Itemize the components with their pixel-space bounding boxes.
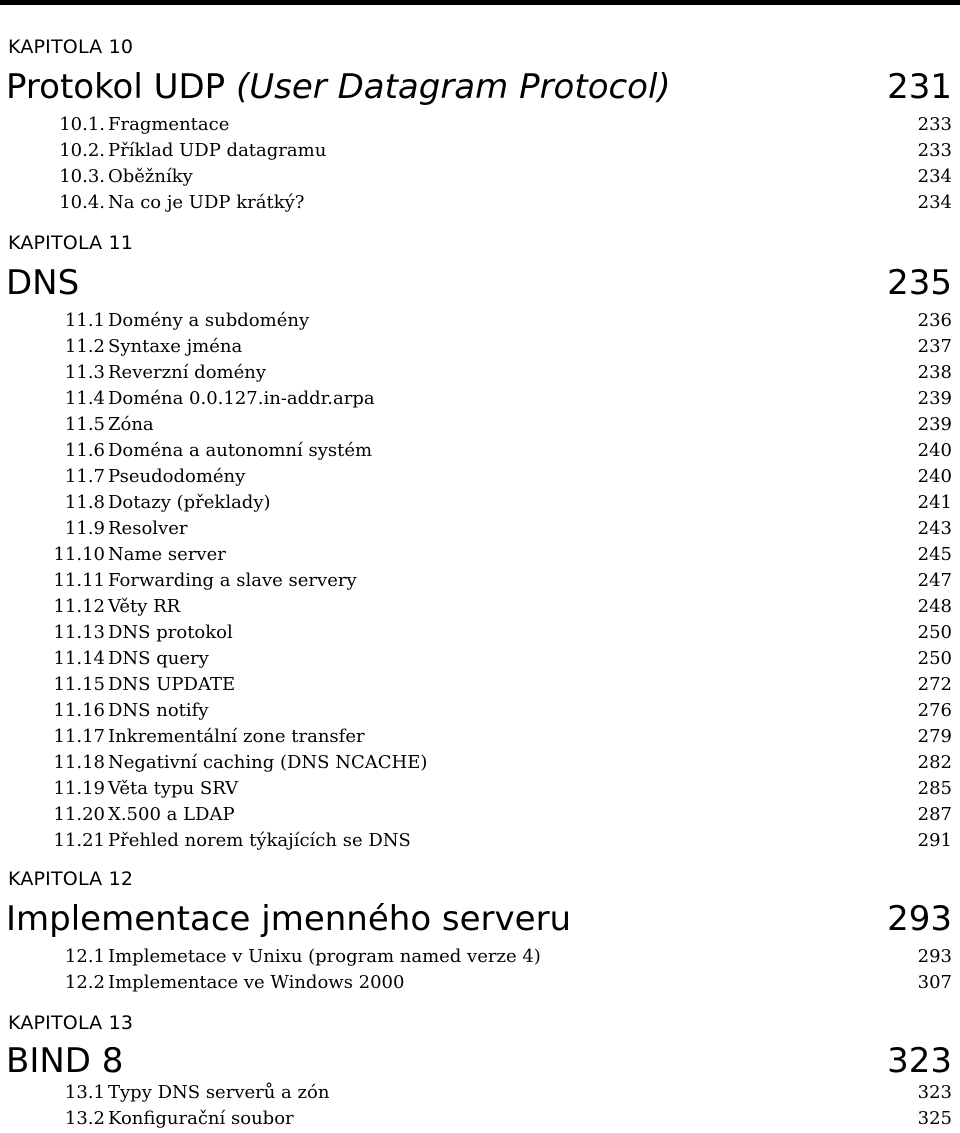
section-title: Forwarding a slave servery bbox=[108, 570, 357, 591]
section-title: Zóna bbox=[108, 414, 154, 435]
section-page-number: 293 bbox=[917, 946, 952, 967]
chapter-page-number: 293 bbox=[887, 899, 952, 939]
section-row bbox=[0, 112, 960, 138]
section-row bbox=[0, 542, 960, 568]
section-row bbox=[0, 360, 960, 386]
section-row bbox=[0, 412, 960, 438]
chapter-heading bbox=[0, 1038, 960, 1084]
section-page-number: 287 bbox=[917, 804, 952, 825]
section-title: Konfigurační soubor bbox=[108, 1108, 294, 1129]
chapter-title bbox=[6, 896, 571, 942]
section-number: 12.2 bbox=[64, 972, 105, 993]
chapter-title-main: DNS bbox=[6, 263, 80, 303]
section-page-number: 234 bbox=[917, 192, 952, 213]
section-number: 11.18 bbox=[53, 752, 105, 773]
section-row bbox=[0, 594, 960, 620]
chapter-title bbox=[6, 64, 671, 110]
section-number: 12.1 bbox=[64, 946, 105, 967]
chapter-title-main: Protokol UDP bbox=[6, 67, 226, 107]
section-title: DNS notify bbox=[108, 700, 209, 721]
section-page-number: 238 bbox=[917, 362, 952, 383]
section-title: Implemetace v Unixu (program named verze 4) bbox=[108, 946, 541, 967]
section-row bbox=[0, 334, 960, 360]
section-number: 11.3 bbox=[64, 362, 105, 383]
section-number: 11.14 bbox=[53, 648, 105, 669]
section-title: Inkrementální zone transfer bbox=[108, 726, 365, 747]
section-number: 11.19 bbox=[53, 778, 105, 799]
section-number: 11.21 bbox=[53, 830, 105, 851]
section-page-number: 247 bbox=[917, 570, 952, 591]
section-page-number: 233 bbox=[917, 140, 952, 161]
section-row bbox=[0, 386, 960, 412]
section-number: 11.4 bbox=[64, 388, 105, 409]
section-title: DNS UPDATE bbox=[108, 674, 236, 695]
section-number: 11.10 bbox=[53, 544, 105, 565]
section-number: 11.1 bbox=[64, 310, 105, 331]
section-number: 11.9 bbox=[64, 518, 105, 539]
section-number: 11.13 bbox=[53, 622, 105, 643]
section-row bbox=[0, 164, 960, 190]
section-number: 11.11 bbox=[53, 570, 105, 591]
section-page-number: 241 bbox=[917, 492, 952, 513]
section-row bbox=[0, 568, 960, 594]
section-number: 11.7 bbox=[64, 466, 105, 487]
section-row bbox=[0, 646, 960, 672]
section-number: 11.17 bbox=[53, 726, 105, 747]
section-title: Pseudodomény bbox=[108, 466, 246, 487]
chapter-label: KAPITOLA 12 bbox=[8, 868, 134, 890]
section-title: Oběžníky bbox=[108, 166, 193, 187]
top-rule bbox=[0, 0, 960, 5]
section-title: Přehled norem týkajících se DNS bbox=[108, 830, 411, 851]
section-title: Implementace ve Windows 2000 bbox=[108, 972, 405, 993]
chapter-label: KAPITOLA 11 bbox=[8, 232, 134, 254]
section-page-number: 250 bbox=[917, 622, 952, 643]
section-title: Na co je UDP krátký? bbox=[108, 192, 305, 213]
section-page-number: 234 bbox=[917, 166, 952, 187]
section-page-number: 276 bbox=[917, 700, 952, 721]
section-row bbox=[0, 802, 960, 828]
section-page-number: 307 bbox=[917, 972, 952, 993]
section-page-number: 243 bbox=[917, 518, 952, 539]
chapter-label: KAPITOLA 13 bbox=[8, 1012, 134, 1034]
section-row bbox=[0, 138, 960, 164]
section-row bbox=[0, 516, 960, 542]
section-page-number: 272 bbox=[917, 674, 952, 695]
chapter-page-number: 235 bbox=[887, 263, 952, 303]
chapter-title bbox=[6, 1038, 123, 1084]
section-page-number: 282 bbox=[917, 752, 952, 773]
section-page-number: 240 bbox=[917, 466, 952, 487]
chapter-label: KAPITOLA 10 bbox=[8, 36, 134, 58]
section-row bbox=[0, 308, 960, 334]
section-page-number: 325 bbox=[917, 1108, 952, 1129]
section-page-number: 239 bbox=[917, 388, 952, 409]
section-page-number: 245 bbox=[917, 544, 952, 565]
section-page-number: 323 bbox=[917, 1082, 952, 1103]
chapter-heading bbox=[0, 260, 960, 306]
section-number: 10.2. bbox=[59, 140, 105, 161]
section-number: 13.1 bbox=[64, 1082, 105, 1103]
section-title: DNS protokol bbox=[108, 622, 233, 643]
section-title: Příklad UDP datagramu bbox=[108, 140, 327, 161]
section-number: 10.4. bbox=[59, 192, 105, 213]
section-title: Věta typu SRV bbox=[108, 778, 239, 799]
section-row bbox=[0, 190, 960, 216]
section-number: 11.8 bbox=[64, 492, 105, 513]
section-title: Typy DNS serverů a zón bbox=[108, 1082, 330, 1103]
section-number: 11.6 bbox=[64, 440, 105, 461]
section-title: Doména a autonomní systém bbox=[108, 440, 373, 461]
section-row bbox=[0, 750, 960, 776]
section-page-number: 291 bbox=[917, 830, 952, 851]
section-number: 11.20 bbox=[53, 804, 105, 825]
section-row bbox=[0, 970, 960, 996]
section-title: Reverzní domény bbox=[108, 362, 267, 383]
section-title: Věty RR bbox=[108, 596, 181, 617]
section-row bbox=[0, 776, 960, 802]
section-page-number: 250 bbox=[917, 648, 952, 669]
section-title: Syntaxe jména bbox=[108, 336, 243, 357]
section-number: 10.1. bbox=[59, 114, 105, 135]
chapter-title-main: BIND 8 bbox=[6, 1041, 124, 1081]
section-page-number: 240 bbox=[917, 440, 952, 461]
section-title: Domény a subdomény bbox=[108, 310, 310, 331]
section-row bbox=[0, 438, 960, 464]
section-page-number: 233 bbox=[917, 114, 952, 135]
section-number: 11.16 bbox=[53, 700, 105, 721]
section-title: Name server bbox=[108, 544, 226, 565]
section-title: Negativní caching (DNS NCACHE) bbox=[108, 752, 428, 773]
section-row bbox=[0, 464, 960, 490]
section-number: 13.2 bbox=[64, 1108, 105, 1129]
section-row bbox=[0, 620, 960, 646]
section-page-number: 248 bbox=[917, 596, 952, 617]
chapter-title bbox=[6, 260, 79, 306]
section-page-number: 236 bbox=[917, 310, 952, 331]
section-title: Fragmentace bbox=[108, 114, 230, 135]
section-row bbox=[0, 698, 960, 724]
section-row bbox=[0, 672, 960, 698]
chapter-heading bbox=[0, 896, 960, 942]
section-title: Doména 0.0.127.in-addr.arpa bbox=[108, 388, 375, 409]
section-row bbox=[0, 1080, 960, 1106]
section-title: Resolver bbox=[108, 518, 188, 539]
section-number: 11.2 bbox=[64, 336, 105, 357]
section-number: 11.5 bbox=[64, 414, 105, 435]
chapter-title-subtitle: (User Datagram Protocol) bbox=[236, 67, 671, 107]
section-row bbox=[0, 944, 960, 970]
section-row bbox=[0, 490, 960, 516]
chapter-page-number: 323 bbox=[887, 1041, 952, 1081]
section-number: 11.15 bbox=[53, 674, 105, 695]
section-page-number: 239 bbox=[917, 414, 952, 435]
section-page-number: 237 bbox=[917, 336, 952, 357]
section-number: 11.12 bbox=[53, 596, 105, 617]
section-number: 10.3. bbox=[59, 166, 105, 187]
section-title: DNS query bbox=[108, 648, 209, 669]
section-row bbox=[0, 1106, 960, 1132]
section-page-number: 279 bbox=[917, 726, 952, 747]
chapter-page-number: 231 bbox=[887, 67, 952, 107]
section-row bbox=[0, 724, 960, 750]
section-page-number: 285 bbox=[917, 778, 952, 799]
chapter-heading bbox=[0, 64, 960, 110]
section-title: X.500 a LDAP bbox=[108, 804, 235, 825]
section-row bbox=[0, 828, 960, 854]
chapter-title-main: Implementace jmenného serveru bbox=[6, 899, 572, 939]
section-title: Dotazy (překlady) bbox=[108, 492, 271, 513]
